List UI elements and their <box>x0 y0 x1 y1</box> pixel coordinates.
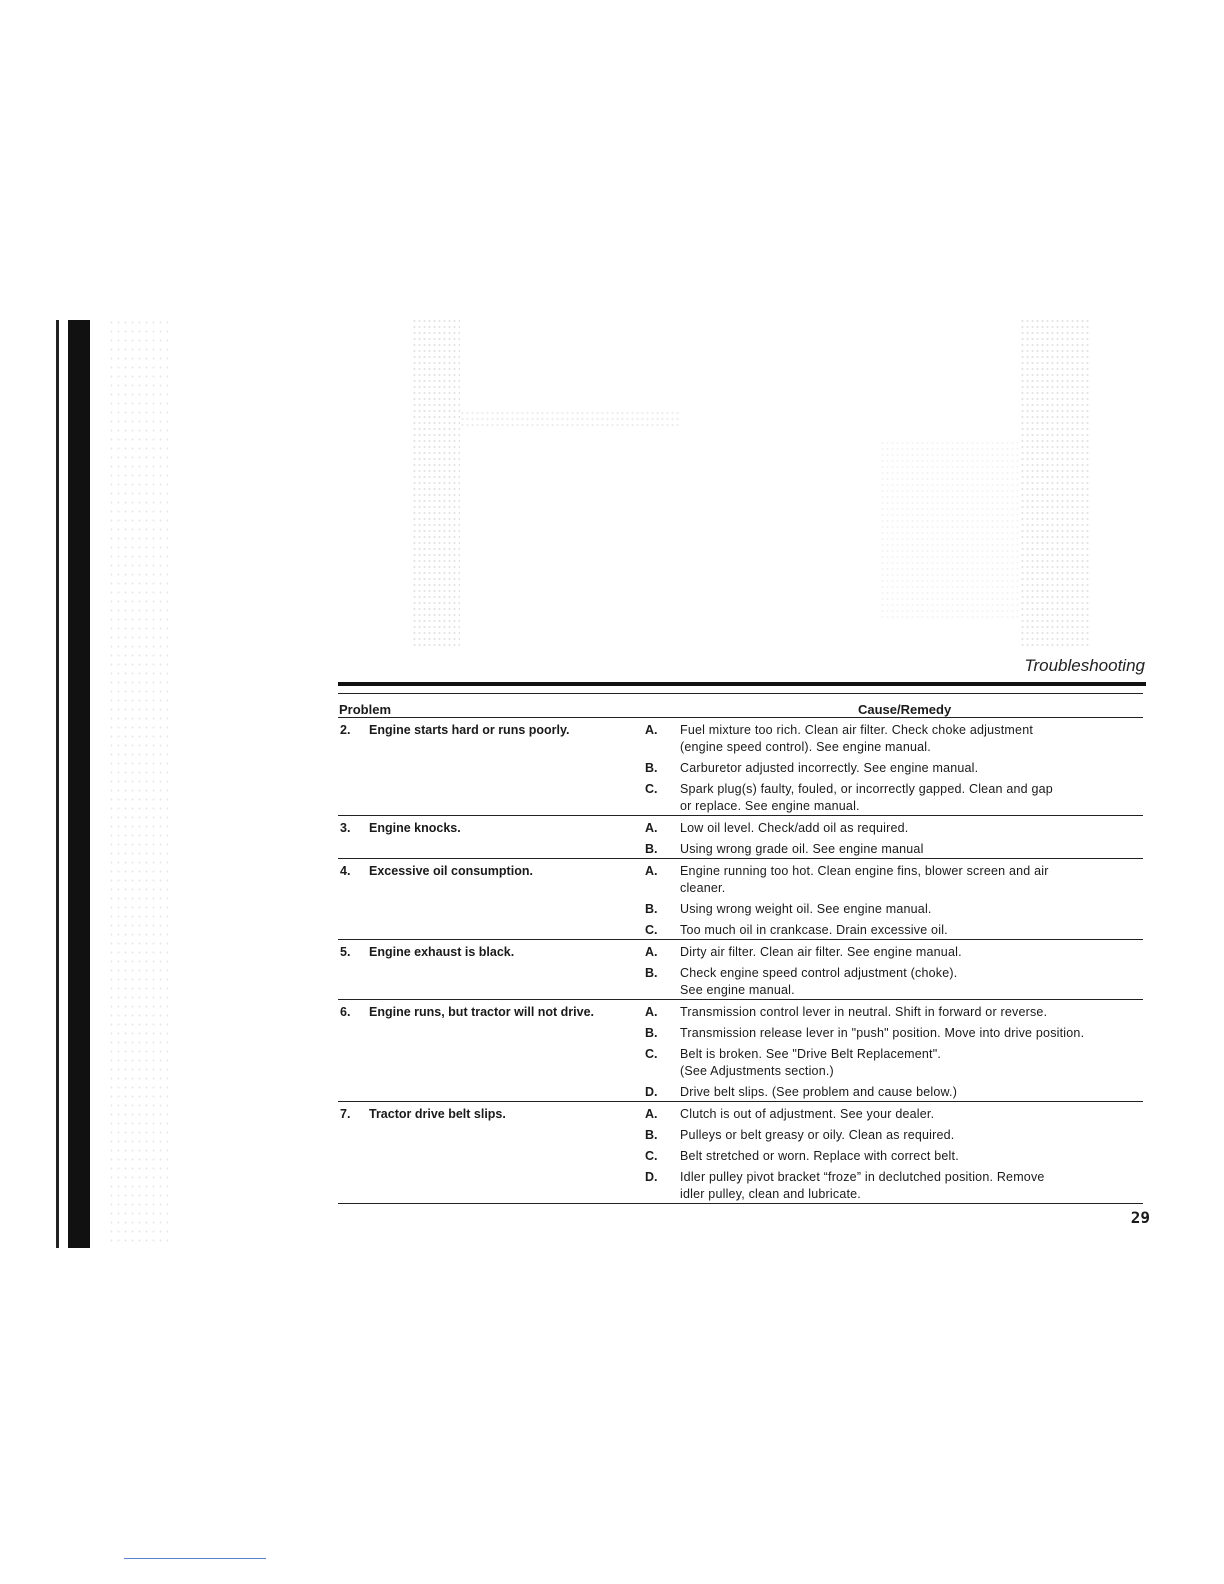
cause-text: Clutch is out of adjustment. See your dealer. <box>680 1107 935 1121</box>
problem-number: 6. <box>340 1005 351 1019</box>
cause-item <box>645 760 1143 777</box>
cause-item <box>645 841 1143 858</box>
cause-letter: B. <box>645 1128 658 1142</box>
cause-letter: A. <box>645 723 658 737</box>
problem-number: 7. <box>340 1107 351 1121</box>
cause-item <box>645 820 1143 837</box>
cause-item <box>645 922 1143 939</box>
problem-column-header: Problem <box>339 702 392 717</box>
problem-text: Engine runs, but tractor will not drive. <box>369 1005 595 1019</box>
header-thin-rule <box>338 693 1143 694</box>
cause-text: Belt stretched or worn. Replace with correct belt. <box>680 1149 959 1163</box>
cause-letter: B. <box>645 966 658 980</box>
problem-number: 4. <box>340 864 351 878</box>
bleed-through-artwork-right <box>1020 318 1090 650</box>
problem-cell <box>340 821 630 835</box>
cause-text: Dirty air filter. Clean air filter. See engine manual. <box>680 945 962 959</box>
header-thick-rule <box>338 682 1146 686</box>
cause-list <box>645 863 1143 939</box>
cause-list <box>645 820 1143 858</box>
cause-item <box>645 901 1143 918</box>
cause-letter: A. <box>645 821 658 835</box>
cause-list <box>645 1106 1143 1203</box>
cause-text: Using wrong weight oil. See engine manual. <box>680 902 932 916</box>
problem-text: Engine knocks. <box>369 821 461 835</box>
cause-letter: A. <box>645 864 658 878</box>
scan-speckle-margin <box>108 318 168 1248</box>
problem-text: Excessive oil consumption. <box>369 864 533 878</box>
cause-list <box>645 722 1143 815</box>
cause-text: Spark plug(s) faulty, fouled, or incorrectly gapped. Clean and gap or replace. See engine manual. <box>680 782 1053 813</box>
cause-letter: B. <box>645 842 658 856</box>
cause-item <box>645 1025 1143 1042</box>
problem-text: Engine starts hard or runs poorly. <box>369 723 570 737</box>
cause-letter: D. <box>645 1085 658 1099</box>
cause-text: Using wrong grade oil. See engine manual <box>680 842 924 856</box>
footnote-rule <box>124 1558 266 1559</box>
table-row <box>338 859 1143 940</box>
cause-item <box>645 1084 1143 1101</box>
cause-letter: D. <box>645 1170 658 1184</box>
cause-letter: C. <box>645 1047 658 1061</box>
binding-edge-line <box>56 320 59 1248</box>
cause-text: Fuel mixture too rich. Clean air filter. Check choke adjustment (engine speed control). See engine manual. <box>680 723 1034 754</box>
cause-item <box>645 1127 1143 1144</box>
cause-item <box>645 1106 1143 1123</box>
cause-letter: C. <box>645 1149 658 1163</box>
cause-letter: A. <box>645 1107 658 1121</box>
cause-item <box>645 722 1143 756</box>
problem-text: Engine exhaust is black. <box>369 945 515 959</box>
cause-text: Engine running too hot. Clean engine fins, blower screen and air cleaner. <box>680 864 1049 895</box>
cause-item <box>645 1169 1143 1203</box>
cause-item <box>645 944 1143 961</box>
cause-text: Transmission control lever in neutral. Shift in forward or reverse. <box>680 1005 1048 1019</box>
cause-list <box>645 1004 1143 1101</box>
page-number: 29 <box>1130 1208 1150 1227</box>
table-row <box>338 816 1143 859</box>
problem-cell <box>340 945 630 959</box>
table-header <box>338 702 1143 718</box>
table-row <box>338 1000 1143 1102</box>
problem-cell <box>340 864 630 878</box>
section-title: Troubleshooting <box>1024 656 1145 675</box>
table-row <box>338 940 1143 1000</box>
bleed-through-artwork-faint <box>880 440 1020 620</box>
cause-letter: A. <box>645 1005 658 1019</box>
problem-number: 2. <box>340 723 351 737</box>
problem-cell <box>340 1005 630 1019</box>
problem-text: Tractor drive belt slips. <box>369 1107 506 1121</box>
troubleshooting-table <box>338 718 1143 1204</box>
cause-item <box>645 1148 1143 1165</box>
cause-item <box>645 1004 1143 1021</box>
cause-text: Carburetor adjusted incorrectly. See engine manual. <box>680 761 979 775</box>
binding-edge-bar <box>68 320 90 1248</box>
cause-letter: C. <box>645 782 658 796</box>
cause-letter: A. <box>645 945 658 959</box>
cause-item <box>645 781 1143 815</box>
cause-list <box>645 944 1143 999</box>
problem-number: 3. <box>340 821 351 835</box>
problem-cell <box>340 723 630 737</box>
cause-item <box>645 1046 1143 1080</box>
problem-number: 5. <box>340 945 351 959</box>
cause-letter: B. <box>645 1026 658 1040</box>
cause-letter: B. <box>645 902 658 916</box>
cause-item <box>645 965 1143 999</box>
cause-text: Check engine speed control adjustment (choke). See engine manual. <box>680 966 958 997</box>
cause-text: Low oil level. Check/add oil as required. <box>680 821 909 835</box>
cause-letter: C. <box>645 923 658 937</box>
table-row <box>338 718 1143 816</box>
cause-remedy-column-header: Cause/Remedy <box>858 702 952 717</box>
bleed-through-artwork-band <box>460 410 680 430</box>
table-row <box>338 1102 1143 1204</box>
cause-text: Idler pulley pivot bracket “froze” in declutched position. Remove idler pulley, clean and lubricate. <box>680 1170 1045 1201</box>
problem-cell <box>340 1107 630 1121</box>
cause-letter: B. <box>645 761 658 775</box>
cause-text: Pulleys or belt greasy or oily. Clean as required. <box>680 1128 955 1142</box>
bleed-through-artwork-left <box>412 318 460 650</box>
cause-text: Belt is broken. See "Drive Belt Replacement". (See Adjustments section.) <box>680 1047 942 1078</box>
cause-text: Drive belt slips. (See problem and cause below.) <box>680 1085 958 1099</box>
cause-item <box>645 863 1143 897</box>
cause-text: Too much oil in crankcase. Drain excessive oil. <box>680 923 948 937</box>
cause-text: Transmission release lever in "push" position. Move into drive position. <box>680 1026 1085 1040</box>
